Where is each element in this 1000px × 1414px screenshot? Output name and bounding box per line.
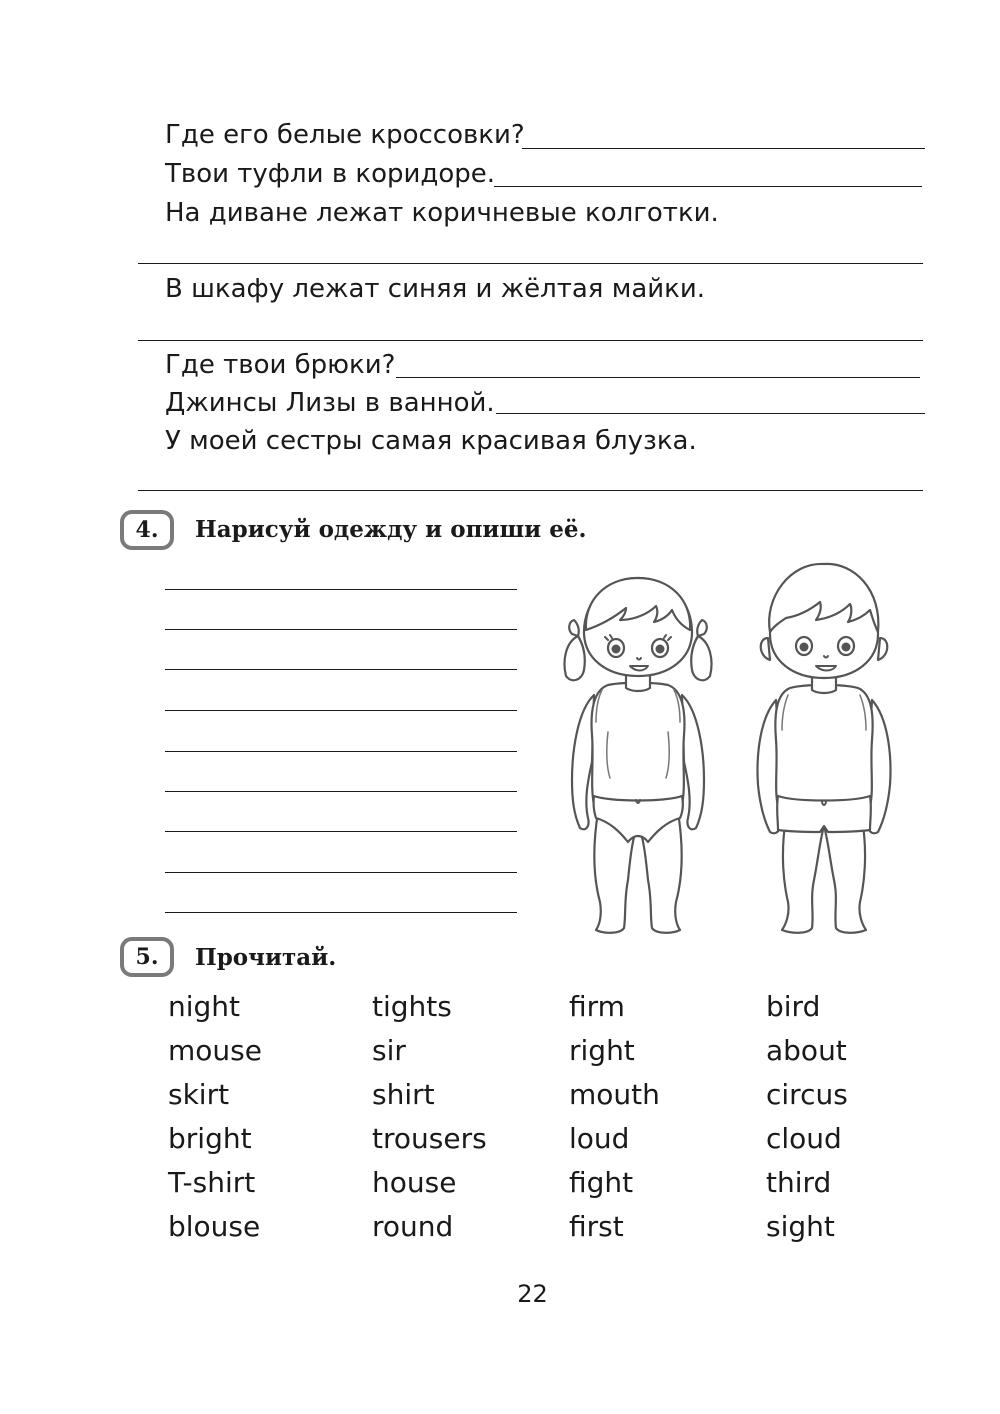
word: shirt	[372, 1078, 435, 1111]
description-line[interactable]	[165, 791, 517, 792]
description-line[interactable]	[165, 669, 517, 670]
sentence-1: Где его белые кроссовки?	[165, 120, 525, 150]
answer-line-7[interactable]	[138, 490, 923, 491]
task-5-number: 5.	[135, 944, 159, 970]
word: bright	[168, 1122, 252, 1155]
word: mouse	[168, 1034, 262, 1067]
word: night	[168, 990, 241, 1023]
answer-line-1[interactable]	[522, 148, 925, 149]
word: tights	[372, 990, 452, 1023]
word: fight	[569, 1166, 634, 1199]
word: T-shirt	[168, 1166, 256, 1199]
description-line[interactable]	[165, 872, 517, 873]
sentence-3: На диване лежат коричневые колготки.	[165, 198, 719, 228]
word: firm	[569, 990, 625, 1023]
girl-figure	[565, 578, 712, 933]
word: first	[569, 1210, 624, 1243]
word: third	[766, 1166, 832, 1199]
description-line[interactable]	[165, 751, 517, 752]
word: mouth	[569, 1078, 660, 1111]
task-5-number-badge	[120, 937, 174, 977]
word: blouse	[168, 1210, 261, 1243]
word: round	[372, 1210, 454, 1243]
word: trousers	[372, 1122, 487, 1155]
word: circus	[766, 1078, 848, 1111]
answer-line-5[interactable]	[396, 377, 920, 378]
description-line[interactable]	[165, 629, 517, 630]
answer-line-6[interactable]	[496, 413, 925, 414]
task-4-title: Нарисуй одежду и опиши её.	[195, 516, 587, 543]
task-5-title: Прочитай.	[195, 944, 337, 971]
sentence-4: В шкафу лежат синяя и жёлтая майки.	[165, 274, 706, 304]
word: right	[569, 1034, 635, 1067]
sentence-2: Твои туфли в коридоре.	[165, 159, 496, 189]
word: cloud	[766, 1122, 842, 1155]
description-line[interactable]	[165, 912, 517, 913]
word: house	[372, 1166, 457, 1199]
answer-line-4[interactable]	[138, 340, 923, 341]
children-illustration[interactable]	[550, 550, 910, 940]
word: sir	[372, 1034, 406, 1067]
word: bird	[766, 990, 821, 1023]
sentence-7: У моей сестры самая красивая блузка.	[165, 426, 697, 456]
boy-figure	[758, 564, 891, 933]
task-4-number: 4.	[135, 517, 159, 543]
sentence-6: Джинсы Лизы в ванной.	[165, 388, 495, 418]
description-line[interactable]	[165, 831, 517, 832]
sentence-5: Где твои брюки?	[165, 350, 396, 380]
answer-line-2[interactable]	[494, 186, 922, 187]
task-4-number-badge	[120, 510, 174, 550]
answer-line-3[interactable]	[138, 263, 923, 264]
word: sight	[766, 1210, 835, 1243]
word: skirt	[168, 1078, 230, 1111]
description-line[interactable]	[165, 710, 517, 711]
word: loud	[569, 1122, 630, 1155]
page-number: 22	[517, 1280, 548, 1308]
word: about	[766, 1034, 847, 1067]
description-line[interactable]	[165, 589, 517, 590]
